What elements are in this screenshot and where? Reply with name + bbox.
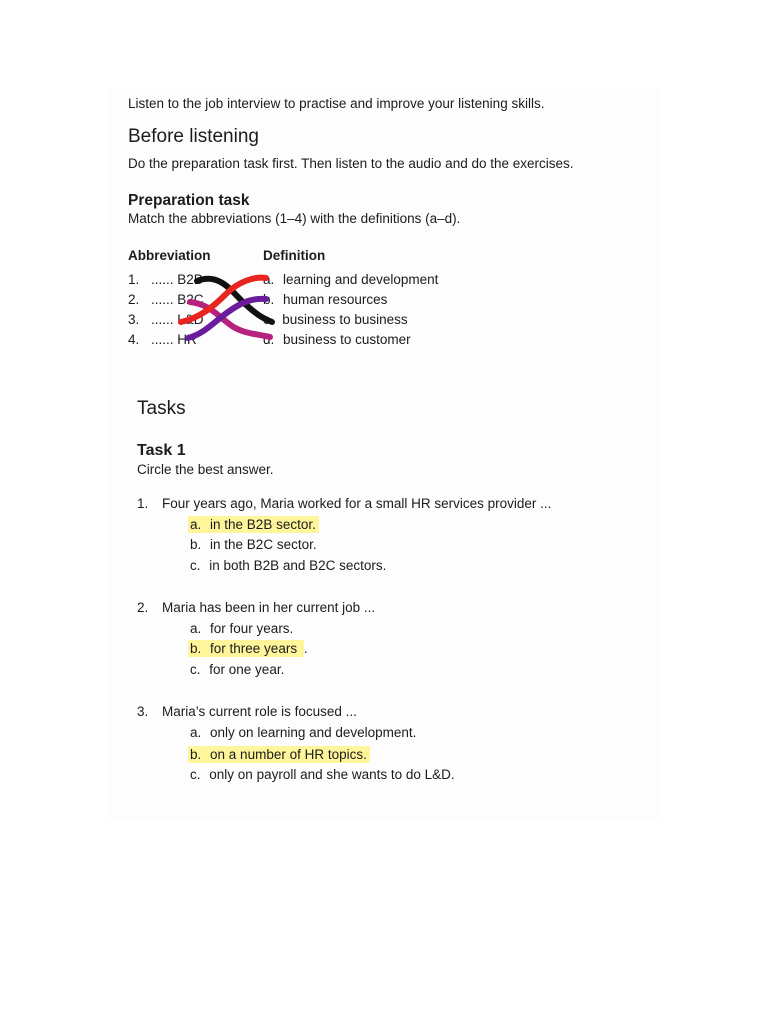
question-text: Maria’s current role is focused ...	[162, 704, 357, 719]
question-number: 3.	[137, 704, 149, 719]
definition-letter: b.	[263, 292, 275, 307]
question-number: 1.	[137, 496, 149, 511]
definition-letter: c.	[263, 312, 274, 327]
before-listening-instruction: Do the preparation task first. Then listen to the audio and do the exercises.	[128, 156, 574, 171]
abbreviation-text: ...... L&D	[151, 312, 204, 327]
preparation-task-heading: Preparation task	[128, 192, 250, 209]
q3-option-a[interactable]	[190, 725, 416, 740]
q1-option-b[interactable]	[190, 537, 317, 552]
tasks-heading: Tasks	[137, 398, 186, 419]
q3-option-b[interactable]	[188, 746, 370, 763]
option-letter: b.	[190, 641, 202, 656]
option-text: in the B2C sector.	[210, 537, 317, 552]
task1-instruction: Circle the best answer.	[137, 462, 274, 477]
option-letter: a.	[190, 517, 202, 532]
abbreviation-number: 4.	[128, 332, 140, 347]
q2-option-b[interactable]	[190, 641, 308, 656]
definition-text: learning and development	[283, 272, 439, 287]
option-letter: c.	[190, 558, 201, 573]
option-letter: a.	[190, 725, 202, 740]
abbreviation-column-header: Abbreviation	[128, 248, 211, 263]
option-highlight	[188, 640, 304, 657]
option-letter: c.	[190, 767, 201, 782]
question-text: Four years ago, Maria worked for a small HR services provider ...	[162, 496, 552, 511]
definition-text: human resources	[283, 292, 388, 307]
q3-option-c[interactable]	[190, 767, 455, 782]
definition-letter: d.	[263, 332, 275, 347]
option-text: for one year.	[209, 662, 285, 677]
q1-option-a[interactable]	[188, 516, 319, 533]
option-text: for four years.	[210, 621, 294, 636]
q2-option-a[interactable]	[190, 621, 293, 636]
abbreviation-number: 3.	[128, 312, 140, 327]
before-listening-heading: Before listening	[128, 126, 259, 147]
definition-column-header: Definition	[263, 248, 326, 263]
abbreviation-text: ...... HR	[151, 332, 197, 347]
option-text: for three years	[210, 641, 298, 656]
question-number: 2.	[137, 600, 149, 615]
option-letter: b.	[190, 747, 202, 762]
option-letter: a.	[190, 621, 202, 636]
q2-option-c[interactable]	[190, 662, 284, 677]
abbreviation-text: ...... B2C	[151, 292, 204, 307]
option-text: in both B2B and B2C sectors.	[209, 558, 387, 573]
question-1	[137, 496, 551, 511]
q1-option-c[interactable]	[190, 558, 386, 573]
option-suffix: .	[303, 641, 308, 656]
option-text: in the B2B sector.	[210, 517, 316, 532]
option-text: only on payroll and she wants to do L&D.	[209, 767, 455, 782]
option-text: only on learning and development.	[210, 725, 417, 740]
option-letter: c.	[190, 662, 201, 677]
option-letter: b.	[190, 537, 202, 552]
abbreviation-text: ...... B2B	[151, 272, 203, 287]
definition-letter: a.	[263, 272, 275, 287]
option-text: on a number of HR topics.	[210, 747, 367, 762]
abbreviation-number: 1.	[128, 272, 140, 287]
intro-text: Listen to the job interview to practise and improve your listening skills.	[128, 96, 545, 111]
abbreviation-number: 2.	[128, 292, 140, 307]
question-2	[137, 600, 375, 615]
task1-heading: Task 1	[137, 442, 186, 459]
definition-text: business to business	[282, 312, 408, 327]
question-3	[137, 704, 357, 719]
question-text: Maria has been in her current job ...	[162, 600, 376, 615]
preparation-task-instruction: Match the abbreviations (1–4) with the definitions (a–d).	[128, 211, 461, 226]
definition-text: business to customer	[283, 332, 411, 347]
